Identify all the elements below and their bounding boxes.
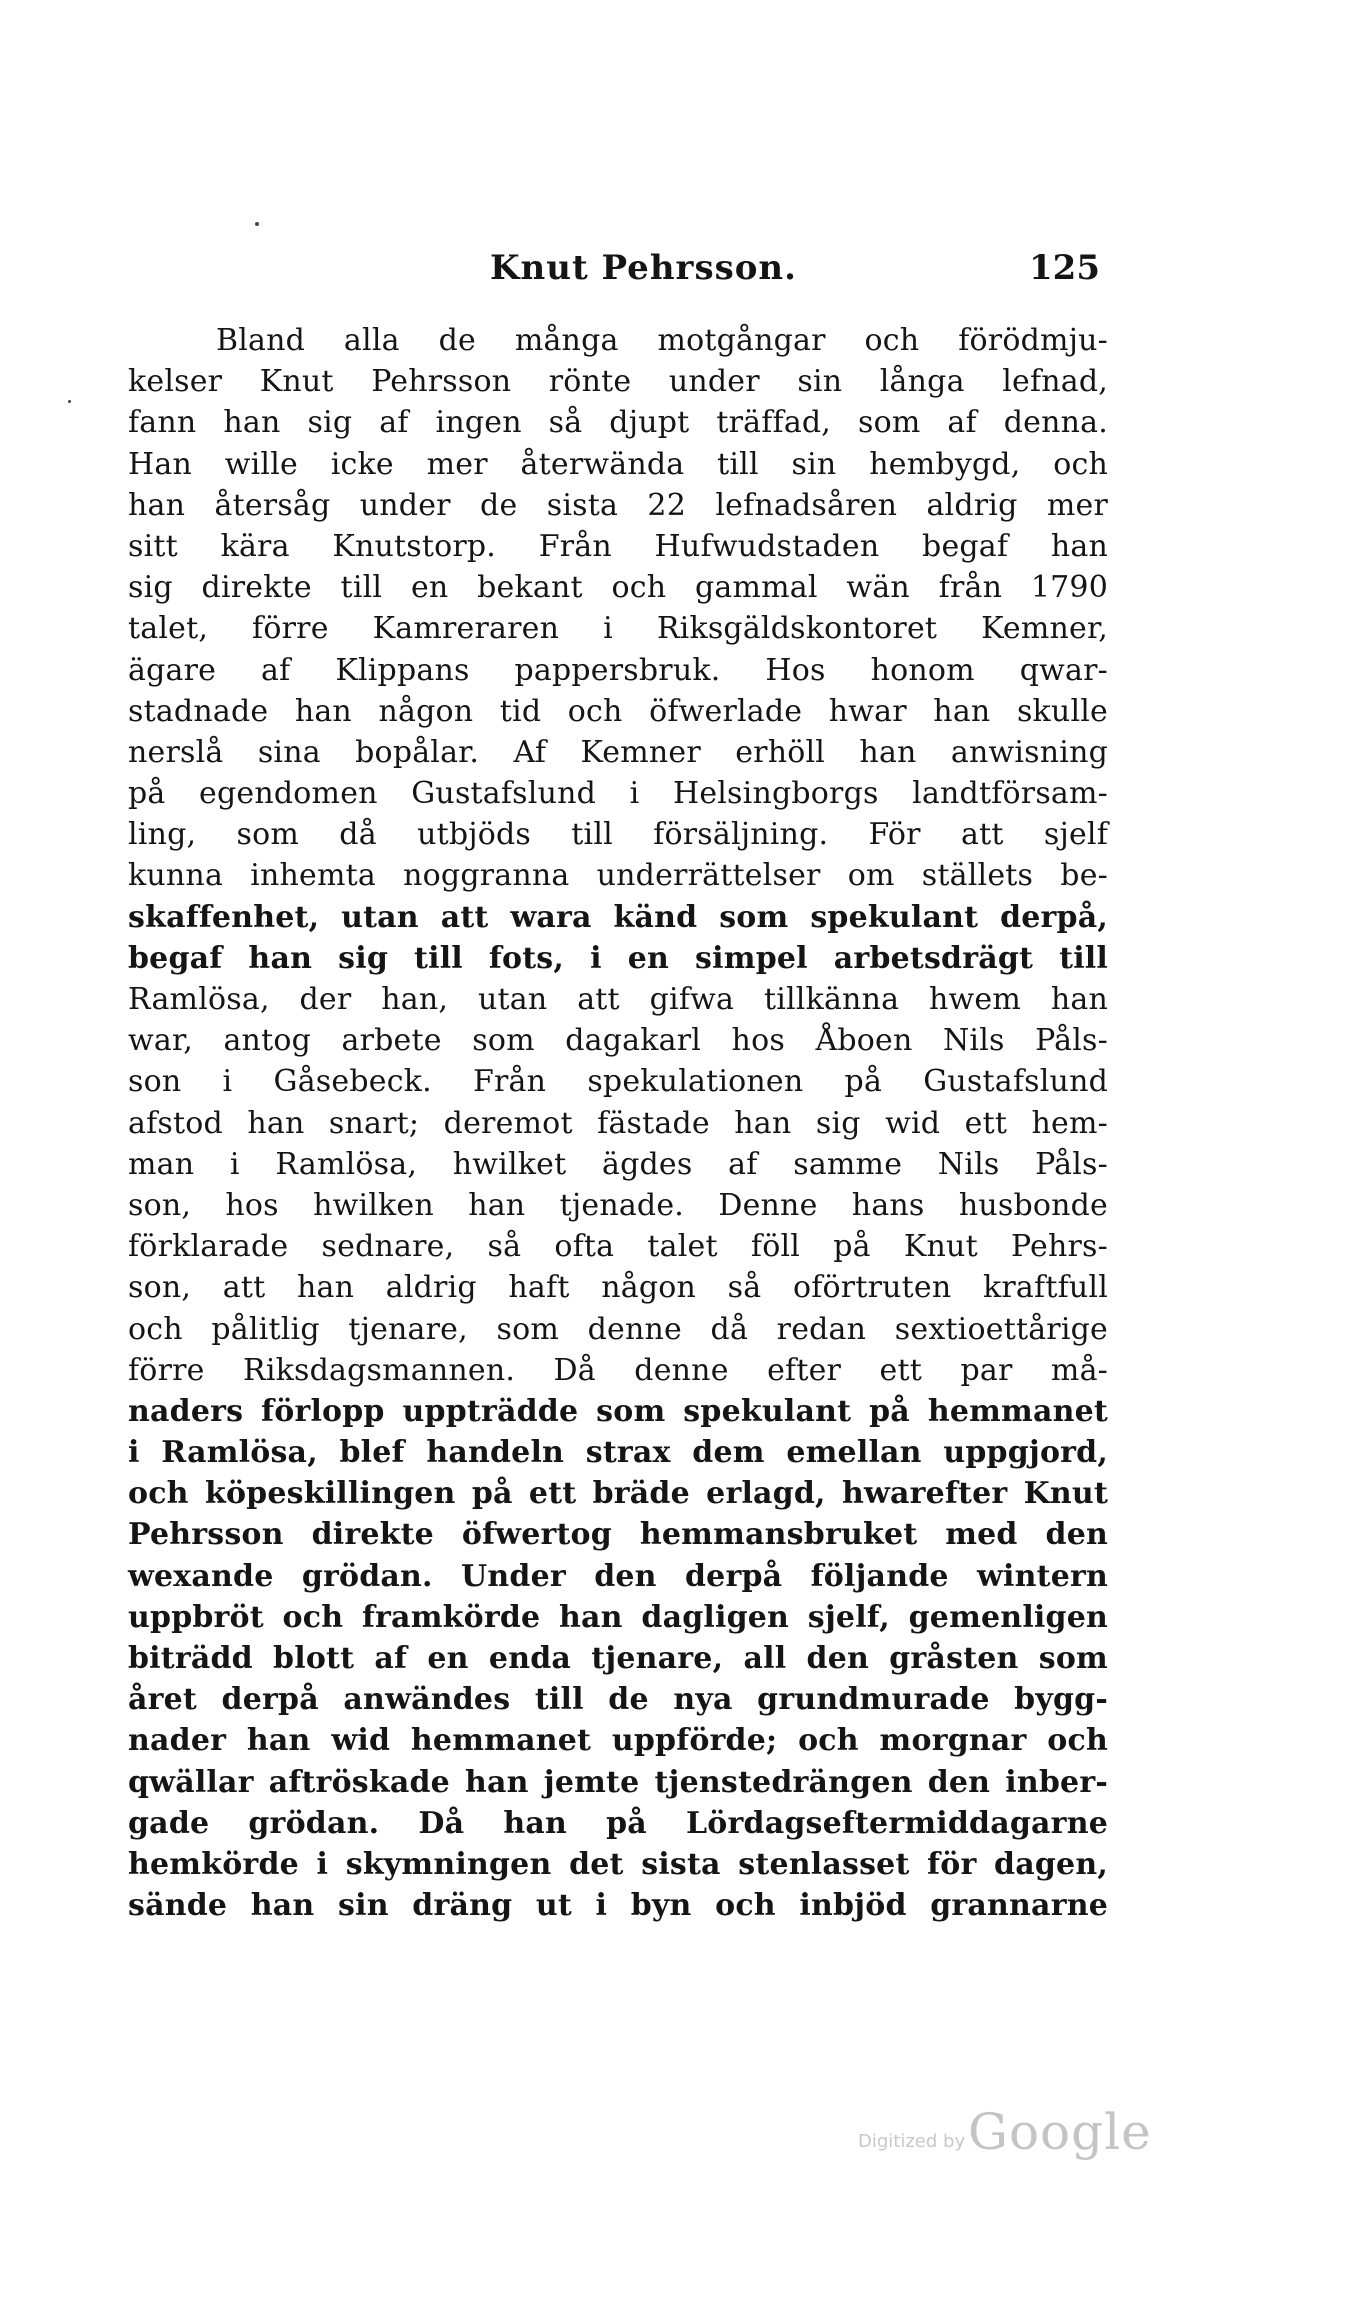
text-line: Bland alla de många motgångar och förödmju- [216,323,1108,358]
text-line: kelser Knut Pehrsson rönte under sin långa lefnad, [128,364,1108,400]
text-line: afstod han snart; deremot fästade han sig wid ett hem- [128,1105,1108,1141]
text-line: Ramlösa, der han, utan att gifwa tillkänna hwem han [128,982,1108,1017]
text-line: man i Ramlösa, hwilket ägdes af samme Nils Påls- [128,1146,1108,1182]
text-line: Pehrsson direkte öfwertog hemmansbruket med den [128,1517,1108,1553]
running-title: Knut Pehrsson. [490,248,797,288]
page-number: 125 [1029,248,1100,288]
text-line: qwällar aftröskade han jemte tjenstedrängen den inber- [128,1764,1108,1800]
text-line: son i Gåsebeck. Från spekulationen på Gustafslund [128,1064,1108,1100]
text-line: sig direkte till en bekant och gammal wän från 1790 [128,570,1108,606]
text-line: stadnade han någon tid och öfwerlade hwar han skulle [128,693,1108,729]
text-line: han återsåg under de sista 22 lefnadsåren aldrig mer [128,487,1108,523]
text-line: kunna inhemta noggranna underrättelser om ställets be- [128,858,1108,894]
text-line: uppbröt och framkörde han dagligen sjelf, gemenligen [128,1599,1108,1635]
text-line: på egendomen Gustafslund i Helsingborgs landtförsam- [128,776,1108,812]
text-line: året derpå anwändes till de nya grundmurade bygg- [128,1682,1108,1718]
text-line: och pålitlig tjenare, som denne då redan sextioettårige [128,1311,1108,1347]
text-line: nerslå sina bopålar. Af Kemner erhöll han anwisning [128,734,1108,770]
text-line: son, att han aldrig haft någon så oförtruten kraftfull [128,1270,1108,1306]
digitized-watermark [858,2095,1152,2165]
ink-speck [255,222,259,226]
running-head [200,248,1100,298]
text-line: Han wille icke mer återwända till sin hembygd, och [128,446,1108,482]
text-line: wexande grödan. Under den derpå följande wintern [128,1558,1108,1594]
text-line: sände han sin dräng ut i byn och inbjöd grannarne [128,1888,1108,1924]
google-logo: Google [968,2103,1152,2161]
text-line: ling, som då utbjöds till försäljning. För att sjelf [128,817,1108,853]
text-line: i Ramlösa, blef handeln strax dem emellan uppgjord, [128,1435,1108,1471]
text-line: biträdd blott af en enda tjenare, all den gråsten som [128,1641,1108,1676]
body-text [128,320,1108,1926]
text-line: naders förlopp uppträdde som spekulant på hemmanet [128,1393,1108,1429]
text-line: begaf han sig till fots, i en simpel arbetsdrägt till [128,940,1108,976]
text-line: son, hos hwilken han tjenade. Denne hans husbonde [128,1187,1108,1223]
text-line: skaffenhet, utan att wara känd som spekulant derpå, [128,899,1108,935]
ink-speck [68,400,71,403]
text-line: och köpeskillingen på ett bräde erlagd, hwarefter Knut [128,1476,1108,1512]
text-line: förre Riksdagsmannen. Då denne efter ett par må- [128,1352,1108,1388]
text-line: förklarade sednare, så ofta talet föll på Knut Pehrs- [128,1229,1108,1265]
watermark-prefix: Digitized by [858,2131,966,2152]
text-line: talet, förre Kamreraren i Riksgäldskontoret Kemner, [128,611,1108,647]
text-line: sitt kära Knutstorp. Från Hufwudstaden begaf han [128,528,1108,564]
text-line: war, antog arbete som dagakarl hos Åboen Nils Påls- [128,1023,1108,1059]
text-line: fann han sig af ingen så djupt träffad, som af denna. [128,405,1108,441]
text-line: gade grödan. Då han på Lördagseftermiddagarne [128,1805,1108,1841]
text-line: nader han wid hemmanet uppförde; och morgnar och [128,1723,1108,1759]
text-line: ägare af Klippans pappersbruk. Hos honom qwar- [128,652,1108,688]
text-line: hemkörde i skymningen det sista stenlasset för dagen, [128,1846,1108,1882]
